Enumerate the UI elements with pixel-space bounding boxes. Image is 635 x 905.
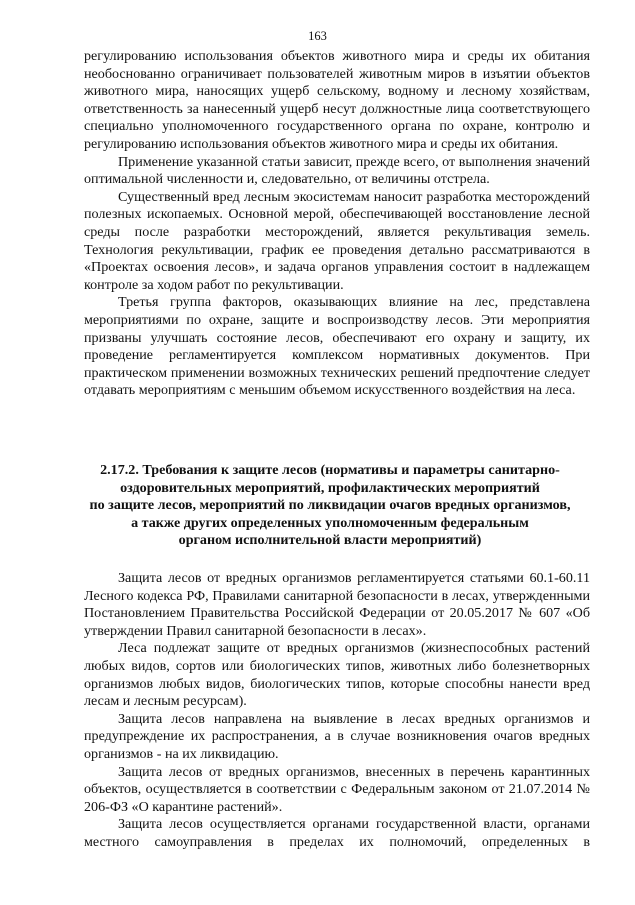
paragraph-article-application: Применение указанной статьи зависит, прежде всего, от выполнения значений оптимальной численности и, следовательно, от величины отстрела. xyxy=(84,153,590,188)
page-number: 163 xyxy=(308,29,327,43)
body-text-bottom xyxy=(84,570,590,852)
paragraph-mining-damage: Существенный вред лесным экосистемам наносит разработка месторождений полезных ископаемых. Основной мерой, обеспечивающей восстановление лесной среды после разработки месторождений, является рекультивация земель. Технология рекультивации, график ее проведения детально рассматриваются в «Проектах освоения лесов», и задача органов управления состоит в надлежащем контроле за ходом работ по рекультивации. xyxy=(84,188,590,293)
body-text-top xyxy=(84,48,590,400)
section-heading xyxy=(60,462,600,550)
section-heading-line: а также других определенных уполномоченным федеральным xyxy=(131,514,529,531)
paragraph-protection-purpose: Защита лесов направлена на выявление в лесах вредных организмов и предупреждение их распространения, а в случае возникновения очагов вредных организмов - на их ликвидацию. xyxy=(84,710,590,762)
paragraph-regulation: Защита лесов от вредных организмов регламентируется статьями 60.1-60.11 Лесного кодекса РФ, Правилами санитарной безопасности в лесах, утвержденными Постановлением Правительства Российской Федерации от 20.05.2017 № 607 «Об утверждении Правил санитарной безопасности в лесах». xyxy=(84,570,590,639)
paragraph-harmful-organisms: Леса подлежат защите от вредных организмов (жизнеспособных растений любых видов, сортов или биологических типов, животных либо болезнетворных организмов любых видов, биологических типов, которые способны нанести вред лесам и лесным ресурсам). xyxy=(84,640,590,710)
section-heading-line: 2.17.2. Требования к защите лесов (нормативы и параметры санитарно- xyxy=(100,462,560,478)
paragraph-third-factor-group: Третья группа факторов, оказывающих влияние на лес, представлена мероприятиями по охране, защите и воспроизводству лесов. Эти мероприятия призваны улучшать состояние лесов, обеспечивают его охрану и защиту, их проведение регламентируется комплексом нормативных документов. При практическом применении возможных технических решений предпочтение следует отдавать мероприятиям с меньшим объемом искусственного воздействия на леса. xyxy=(84,294,590,399)
section-heading-line: оздоровительных мероприятий, профилактических мероприятий xyxy=(120,479,540,496)
paragraph-authorities: Защита лесов осуществляется органами государственной власти, органами местного самоуправления в пределах их полномочий, определенных в xyxy=(84,816,590,850)
section-heading-line: по защите лесов, мероприятий по ликвидации очагов вредных организмов, xyxy=(89,497,571,514)
section-heading-line: органом исполнительной власти мероприятий) xyxy=(178,532,482,549)
paragraph-quarantine: Защита лесов от вредных организмов, внесенных в перечень карантинных объектов, осуществляется в соответствии с Федеральным законом от 21.07.2014 № 206-ФЗ «О карантине растений». xyxy=(84,763,590,815)
paragraph-continuation: регулированию использования объектов животного мира и среды их обитания необоснованно ограничивает пользователей животным миров в изъятии объектов животного мира, наносящих ущерб сельскому, водному и лесному хозяйствам, ответственность за нанесенный ущерб несут должностные лица соответствующего специально уполномоченного государственного органа по охране, контролю и регулированию использования объектов животного мира и среды их обитания. xyxy=(84,48,590,152)
